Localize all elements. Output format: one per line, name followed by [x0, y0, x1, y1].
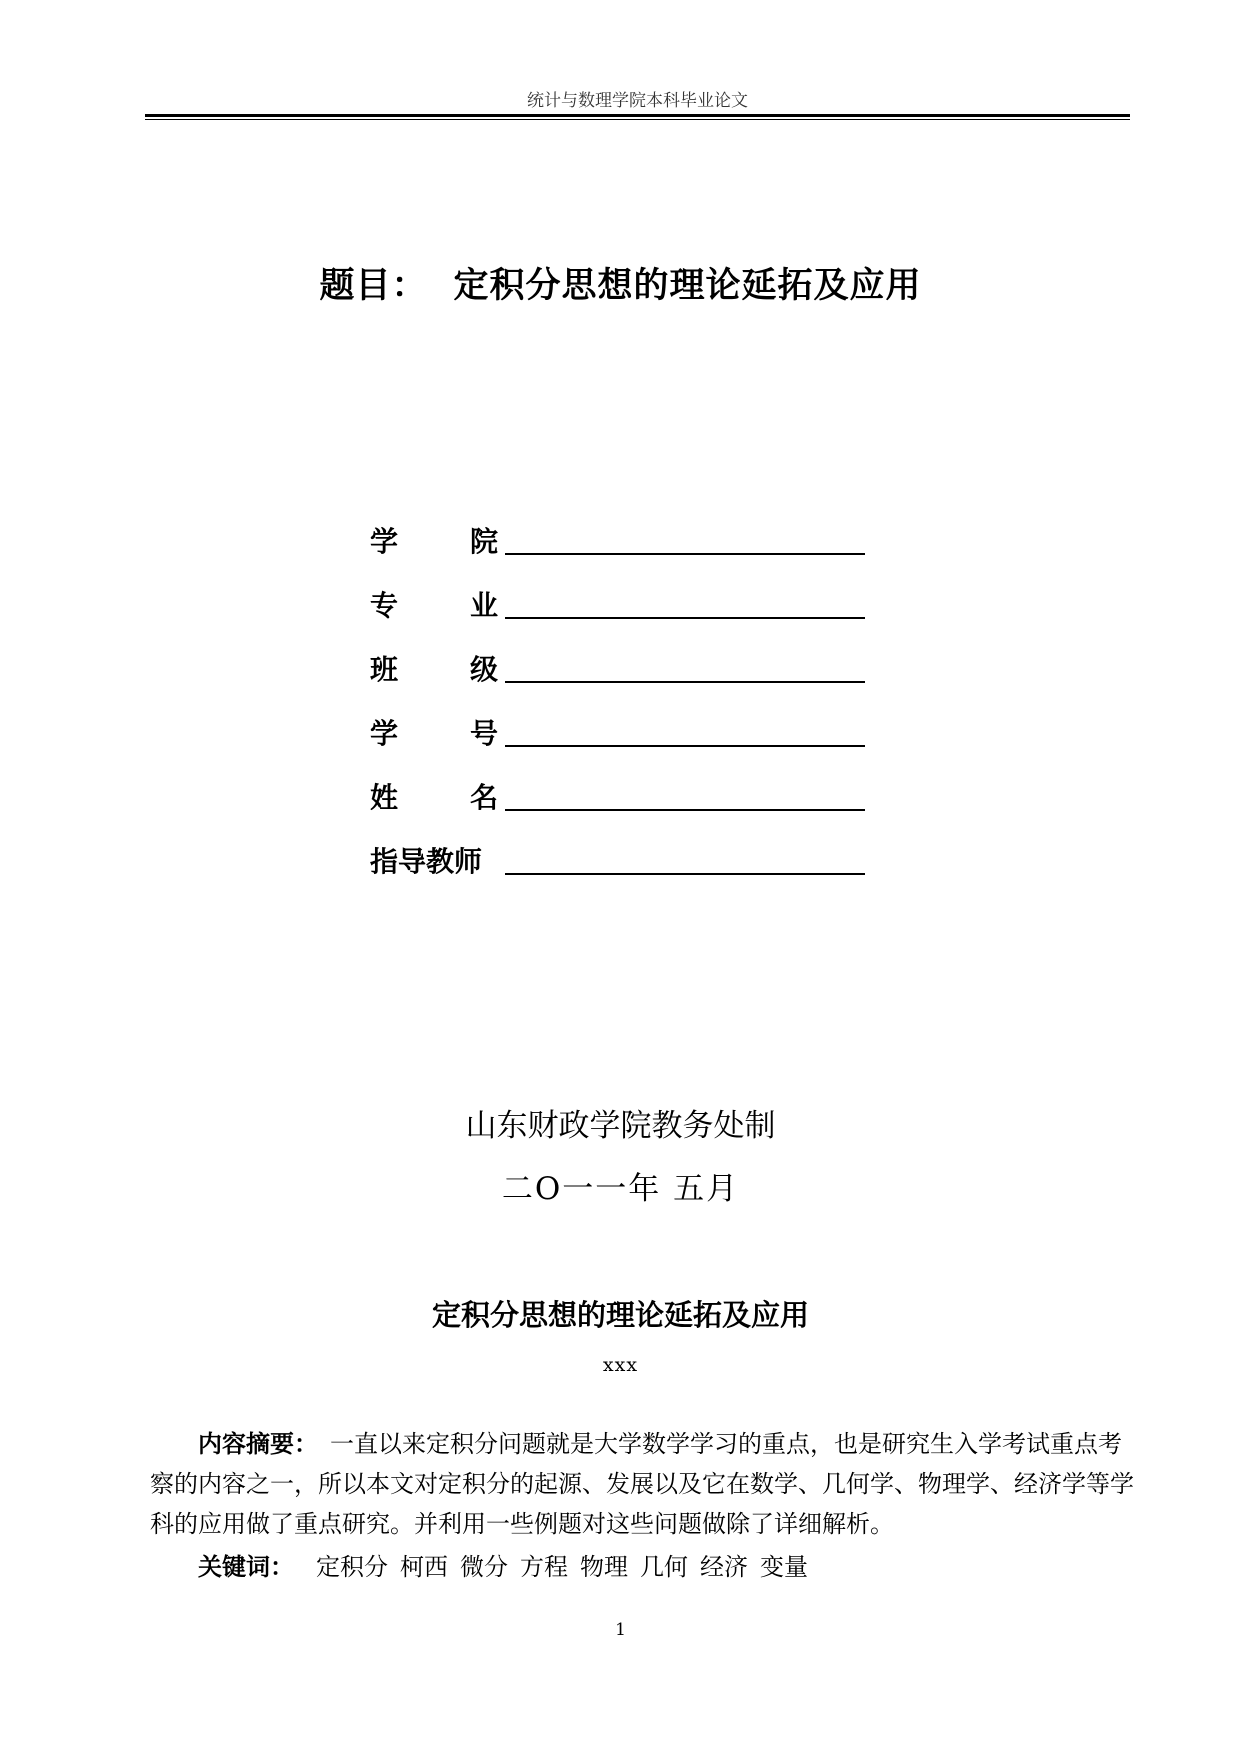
keyword: 柯西	[400, 1553, 448, 1581]
keyword: 物理	[580, 1553, 628, 1581]
cover-title-text: 定积分思想的理论延拓及应用	[453, 266, 922, 306]
keyword: 变量	[760, 1553, 808, 1581]
header-rule-thin	[145, 119, 1130, 120]
field-line-advisor[interactable]	[505, 840, 865, 875]
field-line-student-id[interactable]	[505, 712, 865, 747]
abstract-label: 内容摘要：	[198, 1430, 306, 1458]
abstract-paragraph	[150, 1424, 1140, 1544]
paper-title: 定积分思想的理论延拓及应用	[431, 1298, 809, 1332]
field-label: 指导教师	[370, 845, 483, 878]
field-line-name[interactable]	[505, 776, 865, 811]
keyword: 经济	[700, 1553, 748, 1581]
running-header: 统计与数理学院本科毕业论文	[527, 91, 748, 111]
page-number: 1	[615, 1620, 626, 1640]
keywords-line	[198, 1547, 1138, 1587]
field-label: 学 院	[370, 525, 499, 558]
abstract-text: 一直以来定积分问题就是大学数学学习的重点，也是研究生入学考试重点考察的内容之一，所以本文对定积分的起源、发展以及它在数学、几何学、物理学、经济学等学科的应用做了重点研究。并利用一些例题对这些问题做除了详细解析。	[150, 1430, 1134, 1538]
keyword: 几何	[640, 1553, 688, 1581]
header-rule	[145, 114, 1130, 117]
field-line-major[interactable]	[505, 584, 865, 619]
field-label: 专 业	[370, 589, 499, 622]
field-label: 班 级	[370, 653, 499, 686]
cover-title-label: 题目：	[319, 266, 428, 306]
field-label: 学 号	[370, 717, 499, 750]
keyword: 方程	[520, 1553, 568, 1581]
cover-date: 二O一一年 五月	[501, 1171, 740, 1207]
cover-title	[0, 258, 1241, 308]
keyword: 微分	[460, 1553, 508, 1581]
field-line-college[interactable]	[505, 520, 865, 555]
field-label: 姓 名	[370, 781, 499, 814]
paper-author: xxx	[602, 1354, 639, 1376]
cover-issuer: 山东财政学院教务处制	[465, 1108, 776, 1144]
keyword: 定积分	[316, 1553, 388, 1581]
keywords-label: 关键词：	[198, 1553, 294, 1581]
field-line-class[interactable]	[505, 648, 865, 683]
